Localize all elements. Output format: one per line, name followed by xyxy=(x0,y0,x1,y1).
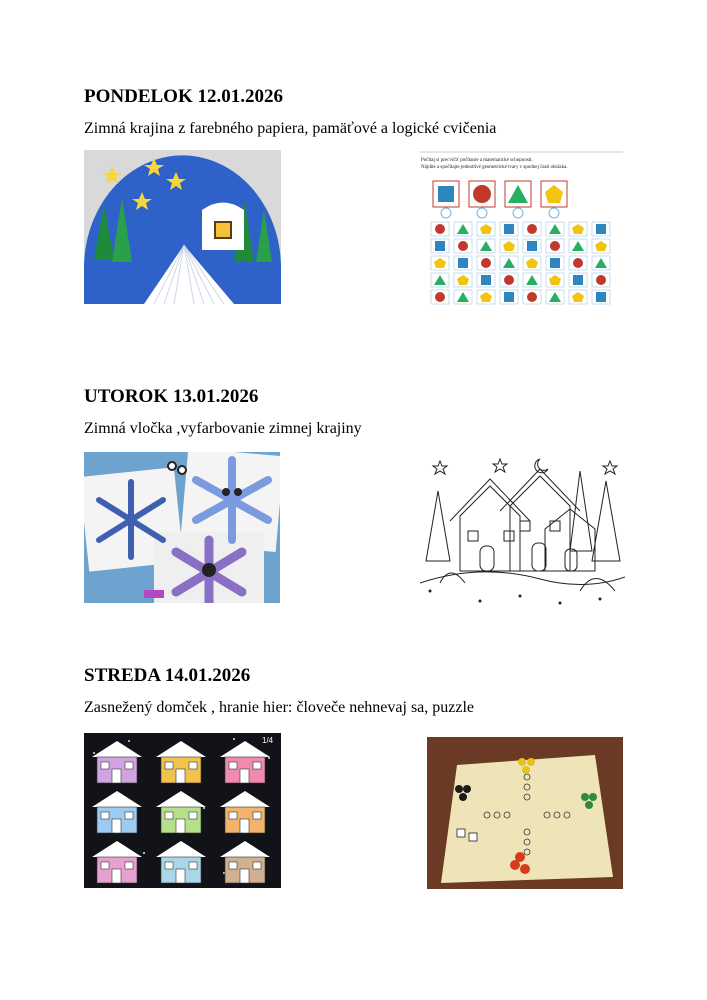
geometric-shapes-worksheet-image xyxy=(419,150,623,310)
worksheet-instruction-line-1: Počítaj si precvičiť počítanie a matematické schopnosti. xyxy=(421,158,533,163)
winter-landscape-paper-craft-image xyxy=(84,150,281,304)
ludo-board-game-image xyxy=(427,737,623,889)
worksheet-instruction-line-2: Nájdite a spočítajte jednotlivé geometrické tvary v spodnej časti obrázka. xyxy=(421,165,568,170)
snowy-houses-craft-image xyxy=(84,733,281,888)
day-heading: UTOROK 13.01.2026 xyxy=(84,386,259,407)
day-description: Zimná krajina z farebného papiera, pamäťové a logické cvičenia xyxy=(84,120,497,137)
paper-snowflake-craft-image xyxy=(84,452,280,603)
winter-village-coloring-page-image xyxy=(420,451,625,609)
day-heading: PONDELOK 12.01.2026 xyxy=(84,86,283,107)
day-heading: STREDA 14.01.2026 xyxy=(84,665,251,686)
page-counter: 1/4 xyxy=(262,736,274,745)
day-description: Zasnežený domček , hranie hier: človeče nehnevaj sa, puzzle xyxy=(84,699,475,716)
day-description: Zimná vločka ,vyfarbovanie zimnej krajiny xyxy=(84,420,362,437)
